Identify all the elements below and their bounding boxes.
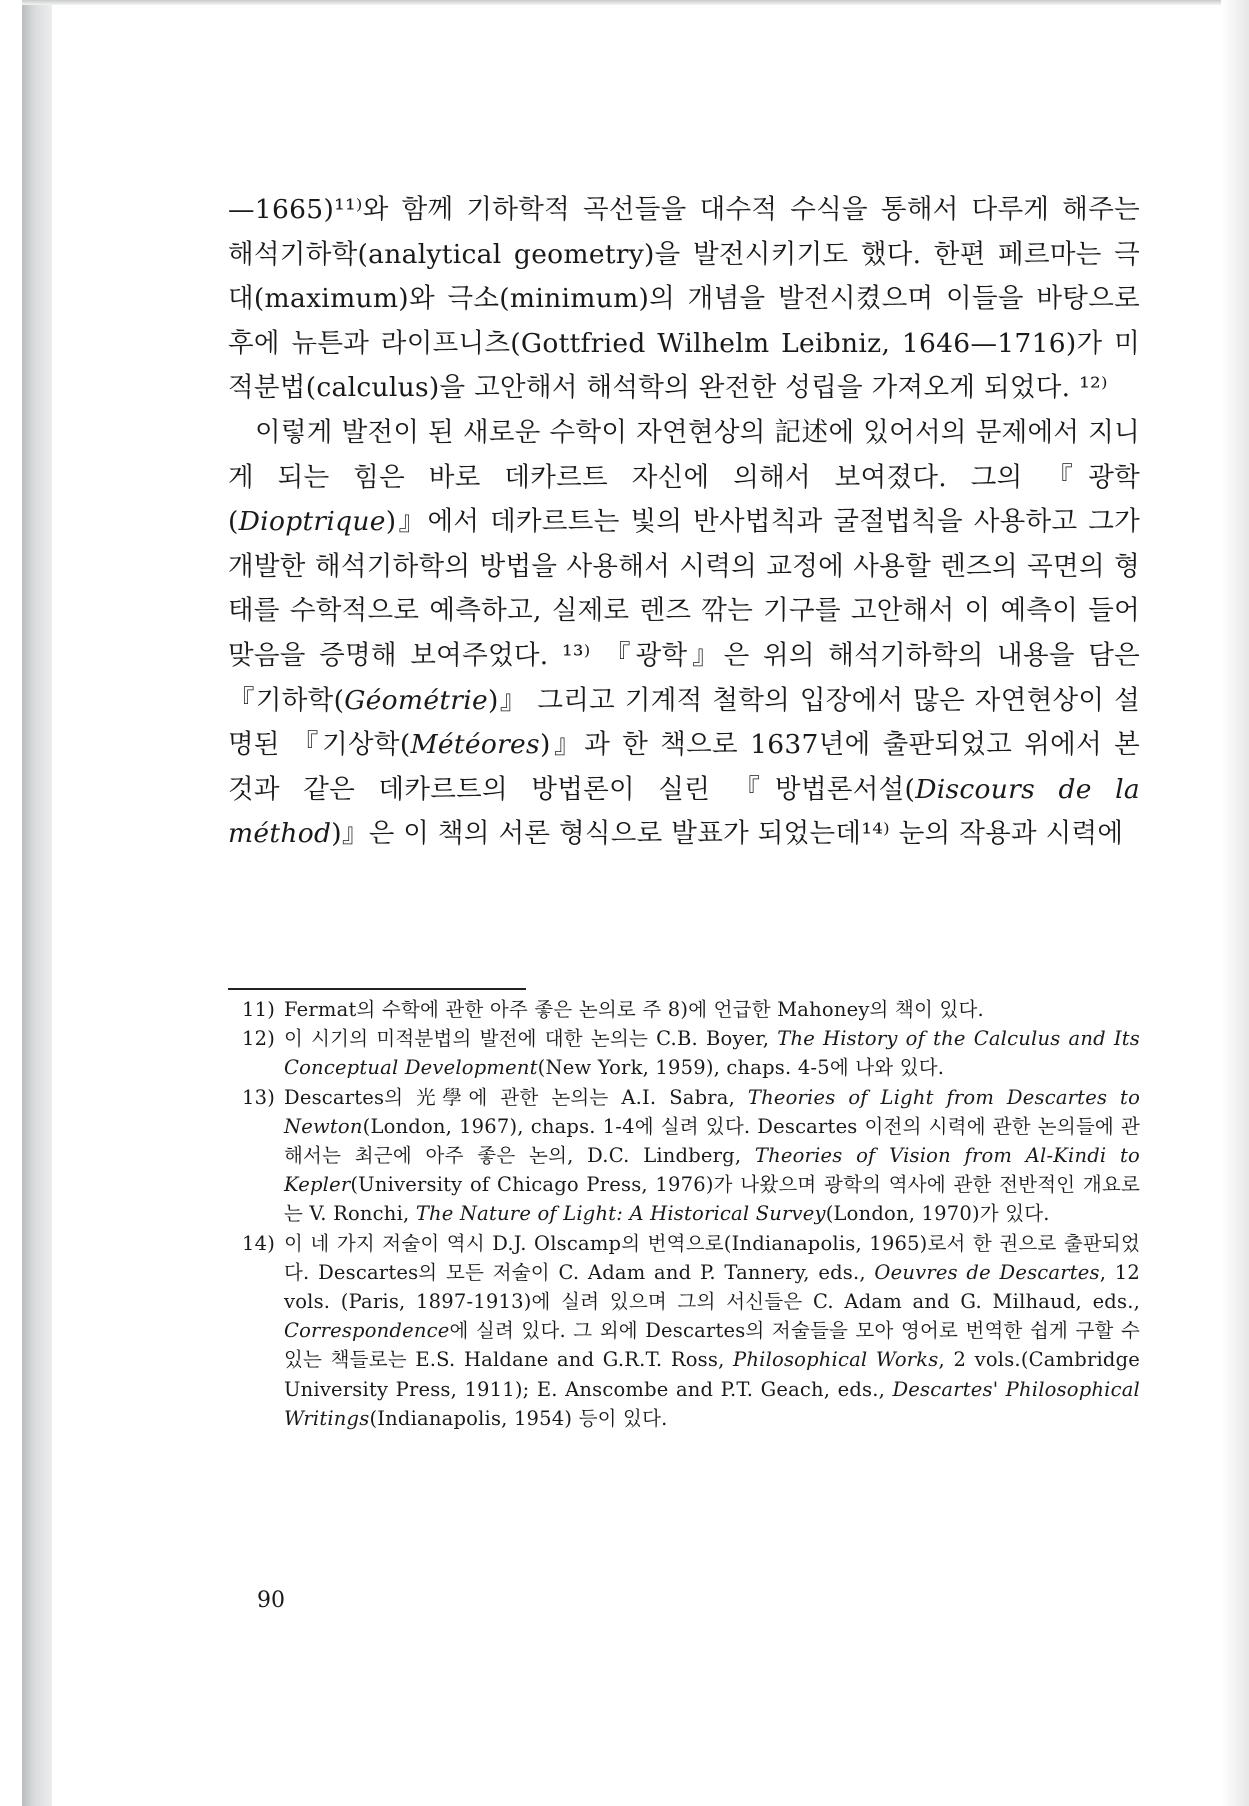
page-right-shadow xyxy=(1221,0,1249,1806)
footnote-segment: (London, 1967), chaps. 1-4에 실려 있다. Descartes 이전의 시력에 관한 논의들에 관해서는 최근에 아주 좋은 논의, D.C. Lindberg, xyxy=(284,1114,1140,1168)
book-page xyxy=(52,5,1221,1806)
footnote-divider xyxy=(228,988,526,990)
footnote-segment: 이 시기의 미적분법의 발전에 대한 논의는 C.B. Boyer, xyxy=(284,1027,778,1051)
paragraph-2-text: )』 그리고 기계적 철학의 입장에서 많은 자연현상이 설명된 『기상학( xyxy=(228,684,1140,761)
paragraph-2-text: )』에서 데카르트는 빛의 반사법칙과 굴절법칙을 사용하고 그가 개발한 해석기하학의 방법을 사용해서 시력의 교정에 사용할 렌즈의 곡면의 형태를 수학적으로 예측하고, 실제로 렌즈 깎는 기구를 고안해서 이 예측이 들어맞음을 증명해 보여주었다. ¹³⁾ 『광학』은 위의 해석기하학의 내용을 담은 『기하학( xyxy=(228,506,1140,716)
footnote-segment: (New York, 1959), chaps. 4-5에 나와 있다. xyxy=(537,1056,945,1080)
paragraph-1: —1665)¹¹⁾와 함께 기하학적 곡선들을 대수적 수식을 통해서 다루게 해주는 해석기하학(analytical geometry)을 발전시키기도 했다. 한편 페르마는 극대(maximum)와 극소(minimum)의 개념을 발전시켰으며 이들을 바탕으로 후에 뉴튼과 라이프니츠(Gottfried Wilhelm Leibniz, 1646—1716)가 미적분법(calculus)을 고안해서 해석학의 완전한 성립을 가져오게 되었다. ¹²⁾ xyxy=(228,194,1140,404)
footnote-segment: Descartes의 光學에 관한 논의는 A.I. Sabra, xyxy=(284,1085,748,1109)
footnote-11 xyxy=(242,995,1140,1024)
footnote-book-title: Theories of Light from Descartes to Newton xyxy=(284,1085,1141,1138)
page-number: 90 xyxy=(257,1588,285,1613)
footnote-text xyxy=(284,1083,1140,1229)
footnote-text xyxy=(284,1229,1140,1433)
footnote-book-title: Oeuvres de Descartes xyxy=(874,1260,1100,1284)
footnote-13 xyxy=(242,1083,1140,1229)
footnote-book-title: Descartes' Philosophical Writings xyxy=(284,1377,1140,1430)
footnote-segment: , 2 vols.(Cambridge University Press, 1911); E. Anscombe and P.T. Geach, eds., xyxy=(284,1348,1141,1401)
title-discours: Discours de la méthod xyxy=(228,773,1140,850)
title-dioptrique: Dioptrique xyxy=(238,506,386,538)
footnote-book-title: The Nature of Light: A Historical Survey xyxy=(415,1202,826,1226)
footnote-number: 11) xyxy=(242,998,276,1021)
footnote-12 xyxy=(242,1024,1140,1082)
footnote-segment: 에 실려 있다. 그 외에 Descartes의 저술들을 모아 영어로 번역한 쉽게 구할 수 있는 책들로는 E.S. Haldane and G.R.T. Ross, xyxy=(284,1319,1140,1372)
footnote-book-title: Philosophical Works xyxy=(733,1348,939,1372)
footnote-segment: , 12 vols. (Paris, 1897-1913)에 실려 있으며 그의 서신들은 C. Adam and G. Milhaud, eds., xyxy=(284,1260,1141,1314)
paragraph-2-text: )』과 한 책으로 1637년에 출판되었고 위에서 본 것과 같은 데카르트의 방법론이 실린 『방법론서설( xyxy=(228,729,1140,805)
footnote-number: 12) xyxy=(242,1027,276,1051)
footnote-14 xyxy=(242,1229,1140,1433)
paragraph-2-text: )』은 이 책의 서론 형식으로 발표가 되었는데¹⁴⁾ 눈의 작용과 시력에 xyxy=(331,818,1124,850)
footnote-number: 13) xyxy=(242,1085,276,1109)
footnote-text: Fermat의 수학에 관한 아주 좋은 논의로 주 8)에 언급한 Mahoney의 책이 있다. xyxy=(284,998,984,1021)
book-edge xyxy=(22,0,53,1806)
footnote-segment: (Indianapolis, 1954) 등이 있다. xyxy=(369,1406,668,1430)
footnote-segment: (London, 1970)가 있다. xyxy=(825,1202,1050,1226)
footnote-number: 14) xyxy=(242,1231,276,1255)
title-meteores: Météores xyxy=(410,729,540,761)
footnote-segment: (University of Chicago Press, 1976)가 나왔으며 광학의 역사에 관한 전반적인 개요로는 V. Ronchi, xyxy=(284,1173,1140,1226)
footnote-segment: 이 네 가지 저술이 역시 D.J. Olscamp의 번역으로(Indianapolis, 1965)로서 한 권으로 출판되었다. Descartes의 모든 저술이 C. Adam and P. Tannery, eds., xyxy=(284,1231,1140,1284)
paragraph-2-text: 이렇게 발전이 된 새로운 수학이 자연현상의 記述에 있어서의 문제에서 지니게 되는 힘은 바로 데카르트 자신에 의해서 보여졌다. 그의 『광학( xyxy=(228,416,1140,538)
paragraph-2 xyxy=(228,411,1140,857)
title-geometrie: Géométrie xyxy=(344,684,488,716)
footnote-book-title: Correspondence xyxy=(284,1319,450,1343)
footnote-book-title: Theories of Vision from Al-Kindi to Kepler xyxy=(284,1144,1140,1197)
footnotes xyxy=(242,995,1140,1433)
main-text xyxy=(228,188,1140,857)
footnote-text xyxy=(284,1024,1140,1082)
footnote-book-title: The History of the Calculus and Its Conceptual Development xyxy=(284,1027,1140,1080)
